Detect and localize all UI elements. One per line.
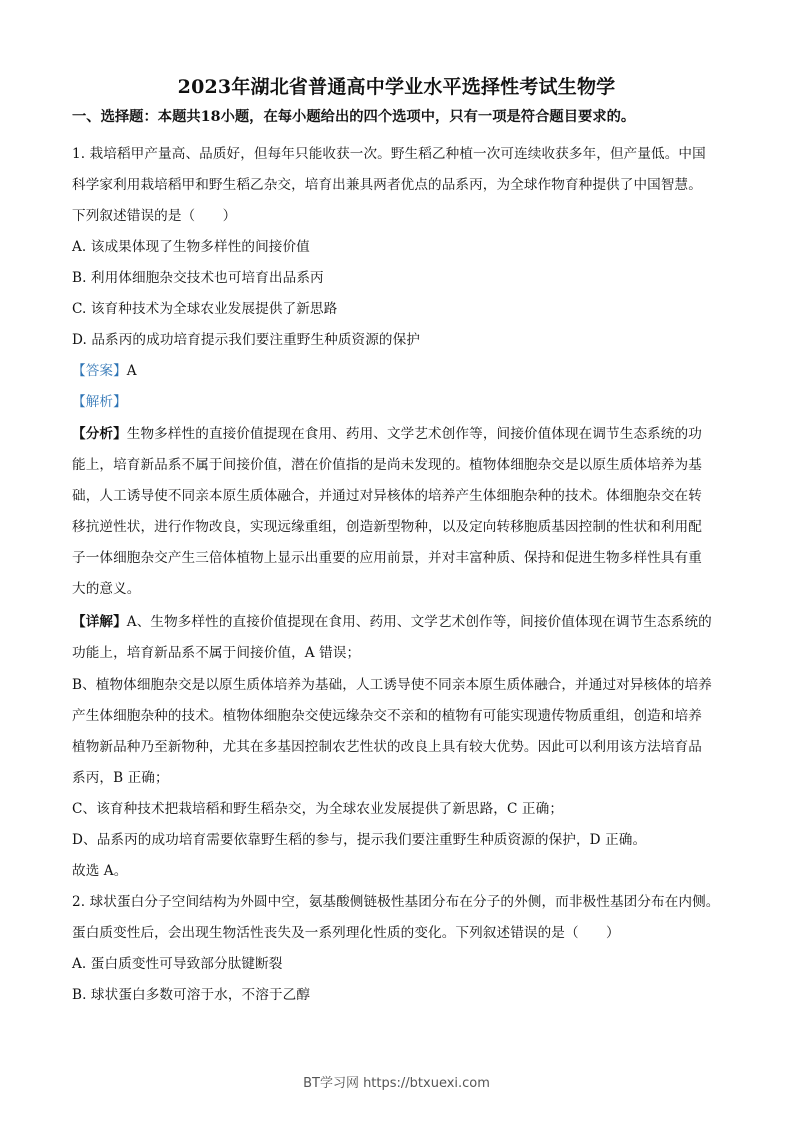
q1-xiangjie-line: B、植物体细胞杂交是以原生质体培养为基础，人工诱导使不同亲本原生质体融合，并通过对异核体的培养 (72, 677, 712, 693)
q1-xiangjie-line: 系丙，B 正确； (72, 770, 169, 786)
q1-stem-line: 1. 栽培稻甲产量高、品质好，但每年只能收获一次。野生稻乙种植一次可连续收获多年，但产量低。中国 (72, 146, 706, 162)
q1-fenxi-line: 子一体细胞杂交产生三倍体植物上显示出重要的应用前景，并对丰富种质、保持和促进生物多样性具有重 (72, 550, 702, 566)
q1-option-b: B. 利用体细胞杂交技术也可培育出品系丙 (72, 270, 324, 286)
q1-stem-line: 科学家利用栽培稻甲和野生稻乙杂交，培育出兼具两者优点的品系丙，为全球作物育种提供了中国智慧。 (72, 177, 702, 193)
q1-answer (72, 359, 137, 379)
answer-value: A (126, 363, 137, 379)
q1-fenxi-line: 能上，培育新品系不属于间接价值，潜在价值指的是尚未发现的。植物体细胞杂交是以原生质体培养为基 (72, 457, 702, 473)
q1-conclusion: 故选 A。 (72, 863, 128, 879)
q2-option-a: A. 蛋白质变性可导致部分肽键断裂 (72, 956, 283, 972)
page-title: 2023年湖北省普通高中学业水平选择性考试生物学 (177, 76, 616, 98)
q1-fenxi-line: 础，人工诱导使不同亲本原生质体融合，并通过对异核体的培养产生体细胞杂种的技术。体细胞杂交在转 (72, 488, 702, 504)
xiangjie-text: A、生物多样性的直接价值提现在食用、药用、文学艺术创作等，间接价值体现在调节生态系统的 (126, 614, 712, 630)
q1-xiangjie-line: 植物新品种乃至新物种，尤其在多基因控制农艺性状的改良上具有较大优势。因此可以利用该方法培育品 (72, 739, 702, 755)
q2-option-b: B. 球状蛋白多数可溶于水，不溶于乙醇 (72, 987, 311, 1003)
fenxi-text: 生物多样性的直接价值提现在食用、药用、文学艺术创作等，间接价值体现在调节生态系统的功 (126, 426, 702, 442)
analysis-tag: 【解析】 (72, 394, 127, 410)
q1-xiangjie-line: 产生体细胞杂种的技术。植物体细胞杂交使远缘杂交不亲和的植物有可能实现遗传物质重组，创造和培养 (72, 708, 702, 724)
section-heading: 一、选择题：本题共18小题，在每小题给出的四个选项中，只有一项是符合题目要求的。 (72, 109, 636, 125)
footer-watermark: BT学习网 https://btxuexi.com (303, 1076, 490, 1091)
answer-tag: 【答案】 (72, 363, 127, 379)
q1-stem-line: 下列叙述错误的是（ ） (72, 208, 237, 224)
q1-option-d: D. 品系丙的成功培育提示我们要注重野生种质资源的保护 (72, 332, 421, 348)
q2-stem-line: 蛋白质变性后，会出现生物活性丧失及一系列理化性质的变化。下列叙述错误的是（ ） (72, 925, 620, 941)
q1-xiangjie-line (72, 610, 712, 630)
q1-xiangjie-line: D、品系丙的成功培育需要依靠野生稻的参与，提示我们要注重野生种质资源的保护，D 正确。 (72, 832, 647, 848)
q2-stem-line: 2. 球状蛋白分子空间结构为外圆中空，氨基酸侧链极性基团分布在分子的外侧，而非极性基团分布在内侧。 (72, 894, 720, 910)
q1-option-a: A. 该成果体现了生物多样性的间接价值 (72, 239, 310, 255)
q1-analysis-heading (72, 390, 127, 410)
q1-fenxi-line: 大的意义。 (72, 581, 141, 597)
fenxi-tag: 【分析】 (72, 426, 127, 442)
xiangjie-tag: 【详解】 (72, 614, 127, 630)
q1-xiangjie-line: C、该育种技术把栽培稻和野生稻杂交，为全球农业发展提供了新思路，C 正确； (72, 801, 564, 817)
q1-fenxi-line: 移抗逆性状，进行作物改良，实现远缘重组，创造新型物种，以及定向转移胞质基因控制的性状和利用配 (72, 519, 702, 535)
q1-fenxi-line (72, 422, 702, 442)
q1-option-c: C. 该育种技术为全球农业发展提供了新思路 (72, 301, 338, 317)
q1-xiangjie-line: 功能上，培育新品系不属于间接价值，A 错误； (72, 645, 361, 661)
